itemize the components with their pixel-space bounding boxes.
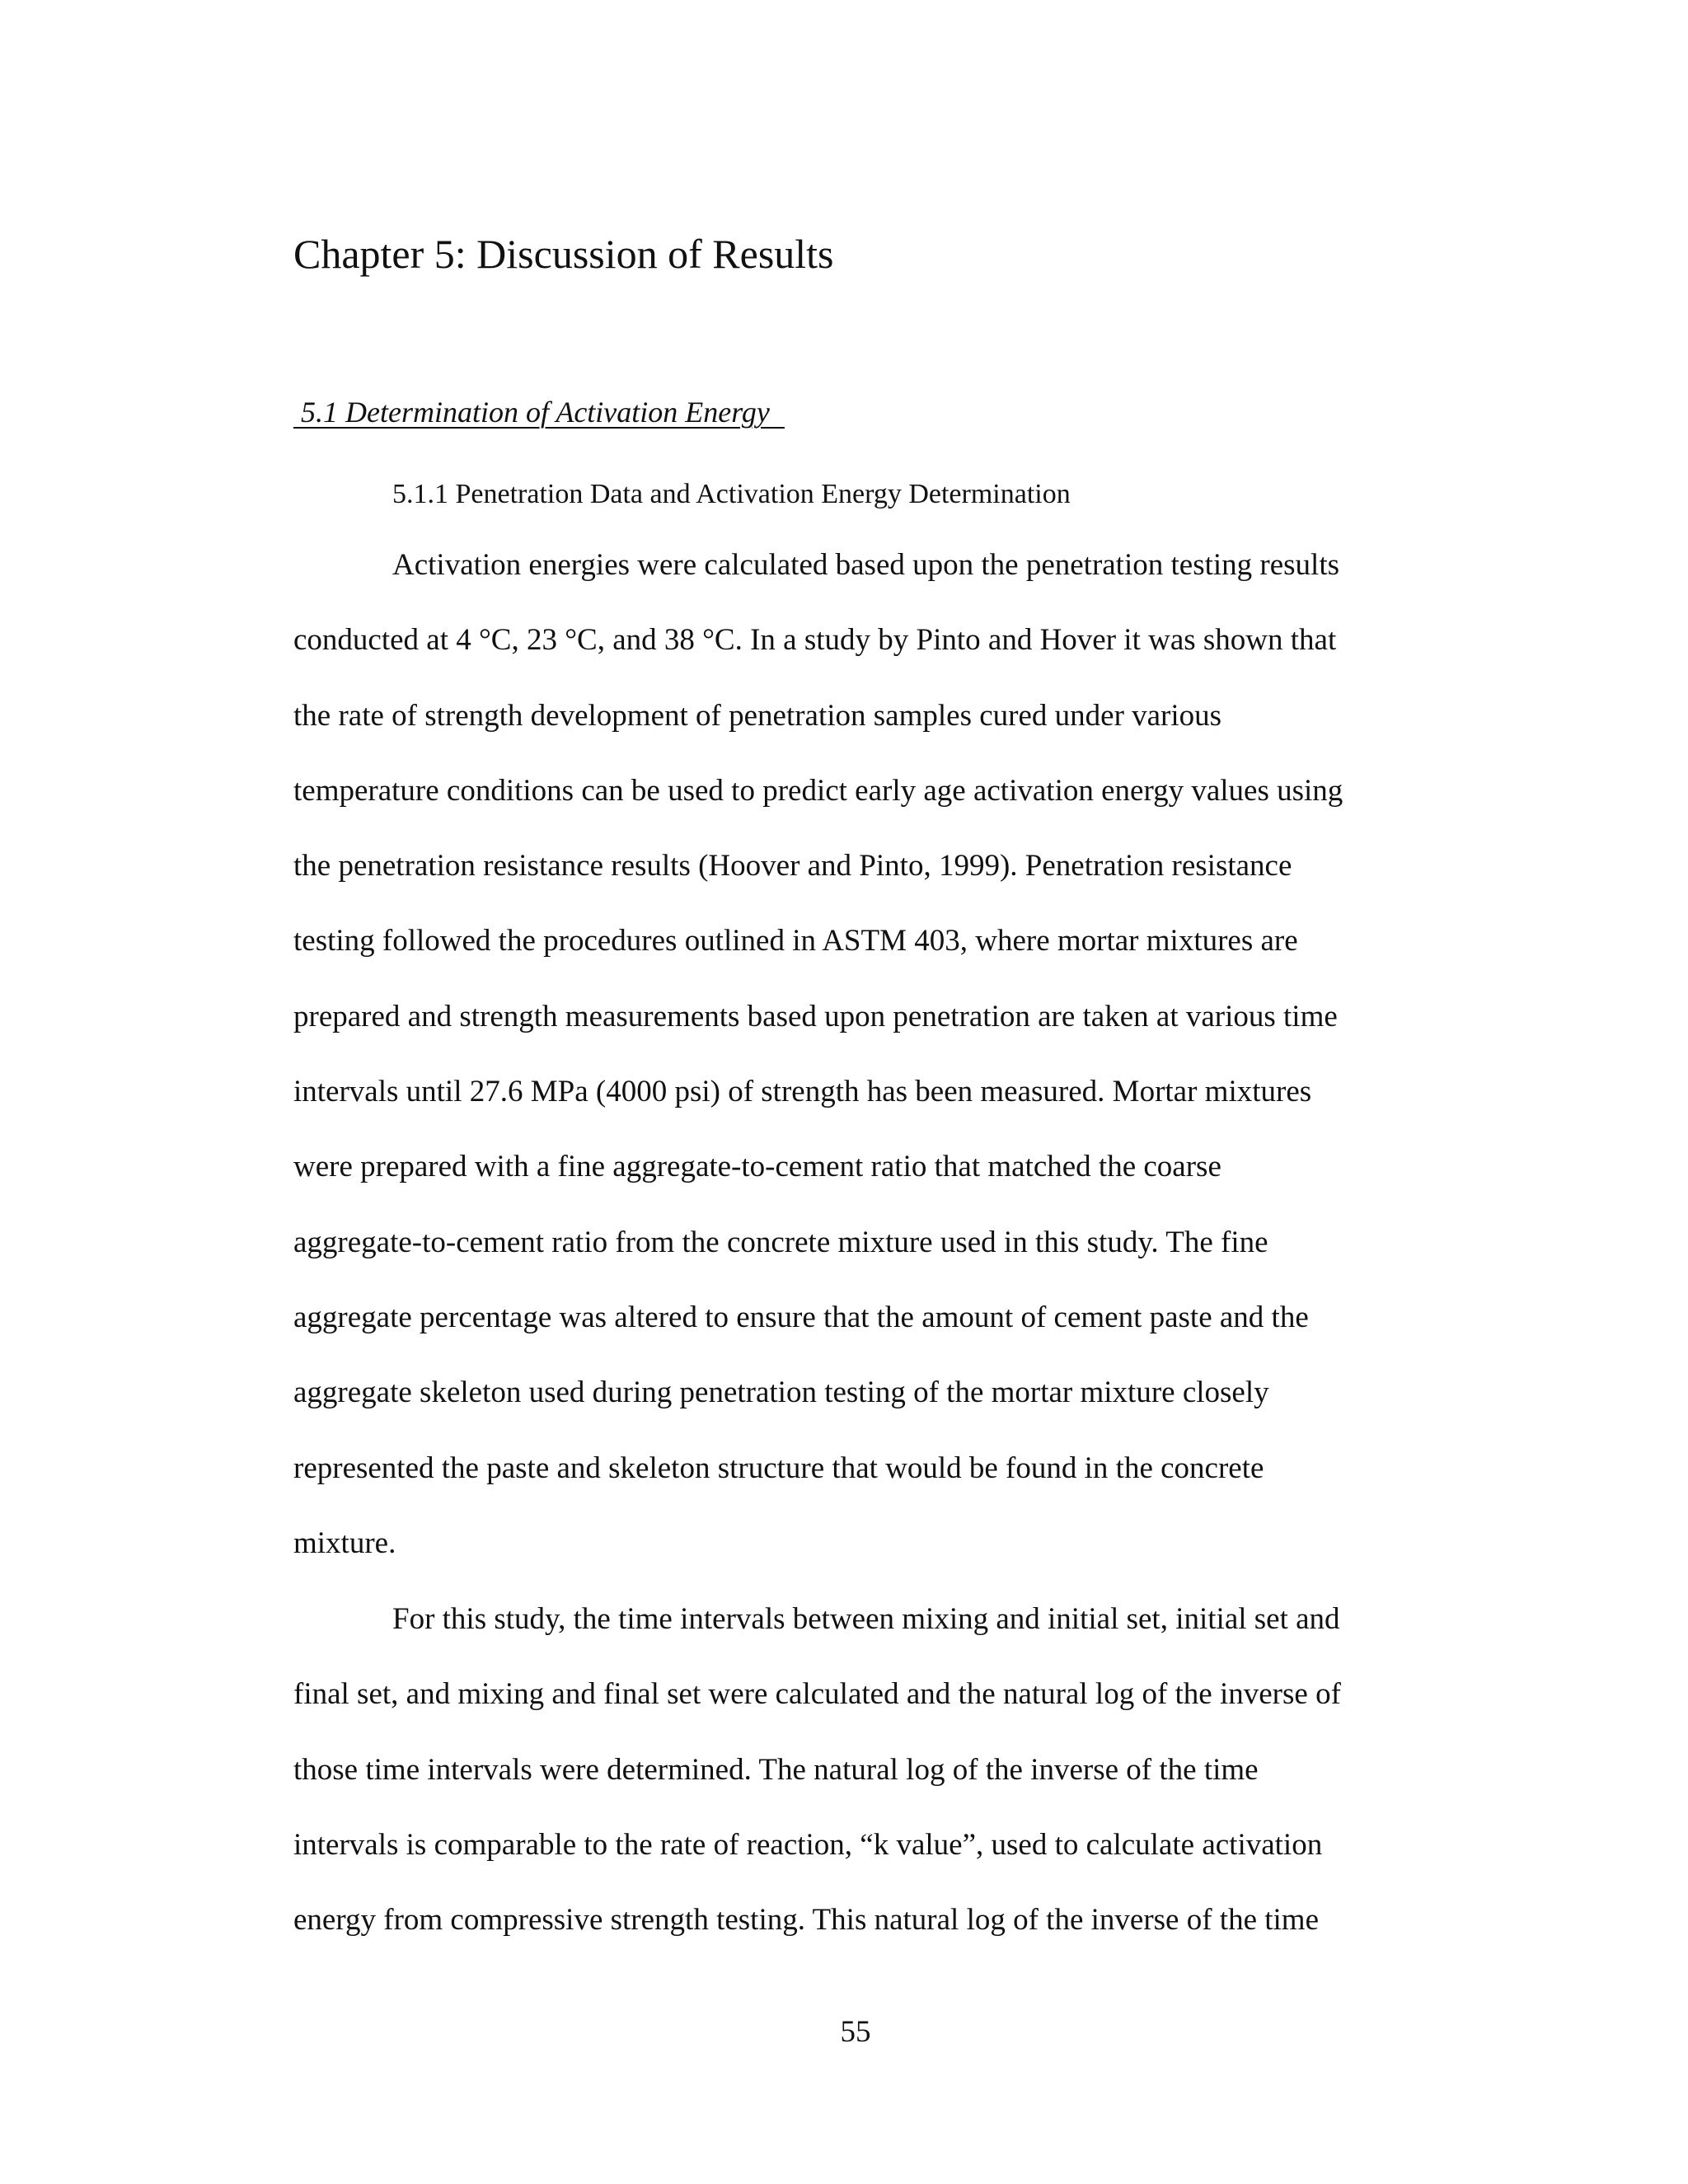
paragraph-line: aggregate-to-cement ratio from the concrete mixture used in this study. The fine xyxy=(293,1225,1268,1259)
paragraph-line: the rate of strength development of penetration samples cured under various xyxy=(293,698,1222,733)
paragraph-2 xyxy=(293,1582,1411,1957)
page-number: 55 xyxy=(840,2015,871,2049)
paragraph-line: intervals is comparable to the rate of reaction, “k value”, used to calculate activation xyxy=(293,1827,1323,1862)
paragraph-line: the penetration resistance results (Hoover and Pinto, 1999). Penetration resistance xyxy=(293,849,1292,883)
paragraph-line: conducted at 4 °C, 23 °C, and 38 °C. In a study by Pinto and Hover it was shown that xyxy=(293,623,1337,658)
paragraph-line: were prepared with a fine aggregate-to-cement ratio that matched the coarse xyxy=(293,1150,1221,1184)
paragraph-1 xyxy=(293,527,1411,1581)
section-heading: 5.1 Determination of Activation Energy xyxy=(293,396,785,429)
paragraph-line: represented the paste and skeleton structure that would be found in the concrete xyxy=(293,1451,1264,1485)
paragraph-line: temperature conditions can be used to predict early age activation energy values using xyxy=(293,773,1343,808)
chapter-title: Chapter 5: Discussion of Results xyxy=(293,231,834,277)
paragraph-line: intervals until 27.6 MPa (4000 psi) of strength has been measured. Mortar mixtures xyxy=(293,1075,1312,1109)
paragraph-line: final set, and mixing and final set were calculated and the natural log of the inverse of xyxy=(293,1677,1341,1712)
paragraph-line: energy from compressive strength testing. This natural log of the inverse of the time xyxy=(293,1903,1319,1938)
subsection-heading: 5.1.1 Penetration Data and Activation Energy Determination xyxy=(392,479,1071,509)
paragraph-line: mixture. xyxy=(293,1526,396,1560)
paragraph-line: For this study, the time intervals between mixing and initial set, initial set and xyxy=(392,1602,1340,1636)
paragraph-line: Activation energies were calculated based upon the penetration testing results xyxy=(392,548,1340,582)
paragraph-line: testing followed the procedures outlined in ASTM 403, where mortar mixtures are xyxy=(293,924,1298,958)
paragraph-line: prepared and strength measurements based upon penetration are taken at various time xyxy=(293,999,1338,1033)
paragraph-line: those time intervals were determined. The natural log of the inverse of the time xyxy=(293,1752,1259,1787)
paragraph-line: aggregate skeleton used during penetration testing of the mortar mixture closely xyxy=(293,1376,1269,1410)
paragraph-line: aggregate percentage was altered to ensure that the amount of cement paste and the xyxy=(293,1300,1309,1334)
